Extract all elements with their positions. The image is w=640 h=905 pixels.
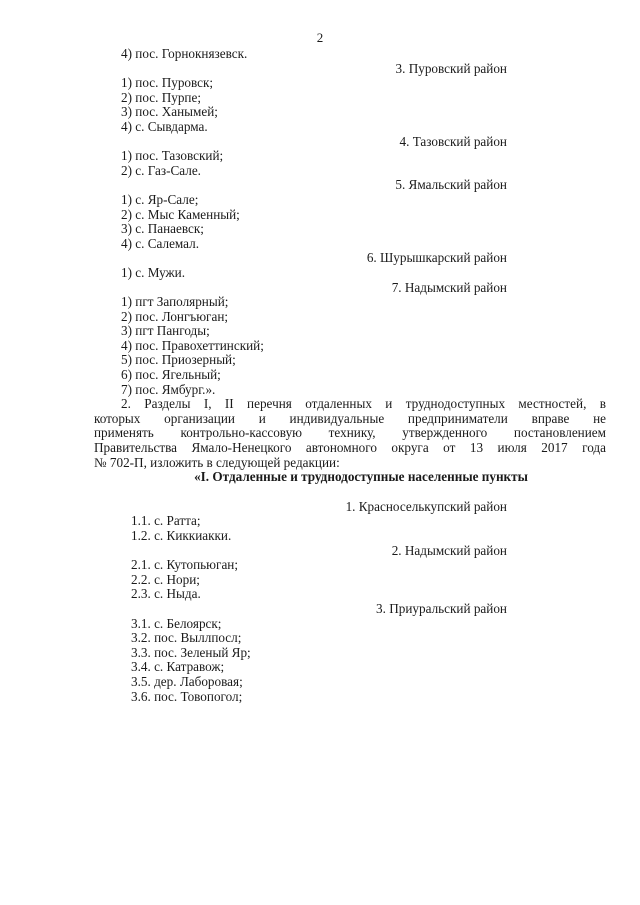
- paragraph-line: которых организации и индивидуальные предприниматели вправе не: [94, 410, 606, 426]
- list-item: 2) с. Газ-Сале.: [121, 162, 201, 178]
- list-item: 1) пос. Пуровск;: [121, 75, 214, 91]
- list-item: 3) пгт Пангоды;: [121, 323, 210, 339]
- list-item: 3.3. пос. Зеленый Яр;: [131, 644, 251, 660]
- list-item: 1.1. с. Ратта;: [131, 513, 201, 529]
- list-item: 2.3. с. Ныда.: [131, 586, 201, 602]
- list-item: 1) пос. Тазовский;: [121, 148, 224, 164]
- district-heading: 2. Надымский район: [391, 542, 507, 558]
- district-heading: 7. Надымский район: [391, 279, 507, 295]
- list-item: 3.1. с. Белоярск;: [131, 615, 222, 631]
- paragraph-line: Правительства Ямало-Ненецкого автономного округа от 13 июля 2017 года: [94, 440, 606, 456]
- list-item: 4) пос. Горнокнязевск.: [121, 46, 248, 61]
- list-item: 4) с. Сывдарма.: [121, 118, 208, 134]
- list-item: 2.1. с. Кутопьюган;: [131, 557, 239, 573]
- list-item: 4) пос. Правохеттинский;: [121, 337, 264, 353]
- list-item: 1.2. с. Киккиакки.: [131, 528, 232, 543]
- list-item: 2) с. Мыс Каменный;: [121, 206, 240, 222]
- list-item: 3.2. пос. Выллпосл;: [131, 630, 242, 646]
- paragraph-line: 2. Разделы I, II перечня отдаленных и труднодоступных местностей, в: [121, 396, 606, 412]
- spacer: [94, 485, 606, 500]
- list-item: 3) пос. Ханымей;: [121, 104, 218, 120]
- list-item: 4) с. Салемал.: [121, 235, 200, 251]
- paragraph-line: № 702-П, изложить в следующей редакции:: [94, 454, 340, 470]
- list-item: 5) пос. Приозерный;: [121, 352, 236, 368]
- page-number: 2: [316, 30, 324, 45]
- list-item: 2.2. с. Нори;: [131, 571, 200, 587]
- district-heading: 3. Приуральский район: [376, 600, 507, 616]
- list-item: 6) пос. Ягельный;: [121, 367, 221, 383]
- paragraph-line: применять контрольно-кассовую технику, утвержденного постановлением: [94, 425, 606, 441]
- list-item: 3.5. дер. Лаборовая;: [131, 673, 243, 689]
- district-heading: 3. Пуровский район: [395, 60, 507, 76]
- list-item: 2) пос. Лонгъюган;: [121, 308, 229, 324]
- list-item: 1) пгт Заполярный;: [121, 294, 229, 310]
- list-item: 3.6. пос. Товопогол;: [131, 688, 243, 704]
- district-heading: 4. Тазовский район: [399, 133, 507, 149]
- section-title: «I. Отдаленные и труднодоступные населенные пункты: [194, 469, 528, 485]
- list-item: 3.4. с. Катравож;: [131, 659, 225, 675]
- list-item: 2) пос. Пурпе;: [121, 89, 201, 105]
- district-heading: 1. Красноселькупский район: [345, 498, 507, 514]
- list-item: 1) с. Мужи.: [121, 264, 186, 280]
- list-item: 3) с. Панаевск;: [121, 221, 204, 237]
- document-body: [94, 47, 606, 704]
- list-item: 7) пос. Ямбург.».: [121, 381, 216, 397]
- district-heading: 5. Ямальский район: [395, 177, 507, 193]
- district-heading: 6. Шурышкарский район: [366, 250, 507, 266]
- list-item: 1) с. Яр-Сале;: [121, 191, 199, 207]
